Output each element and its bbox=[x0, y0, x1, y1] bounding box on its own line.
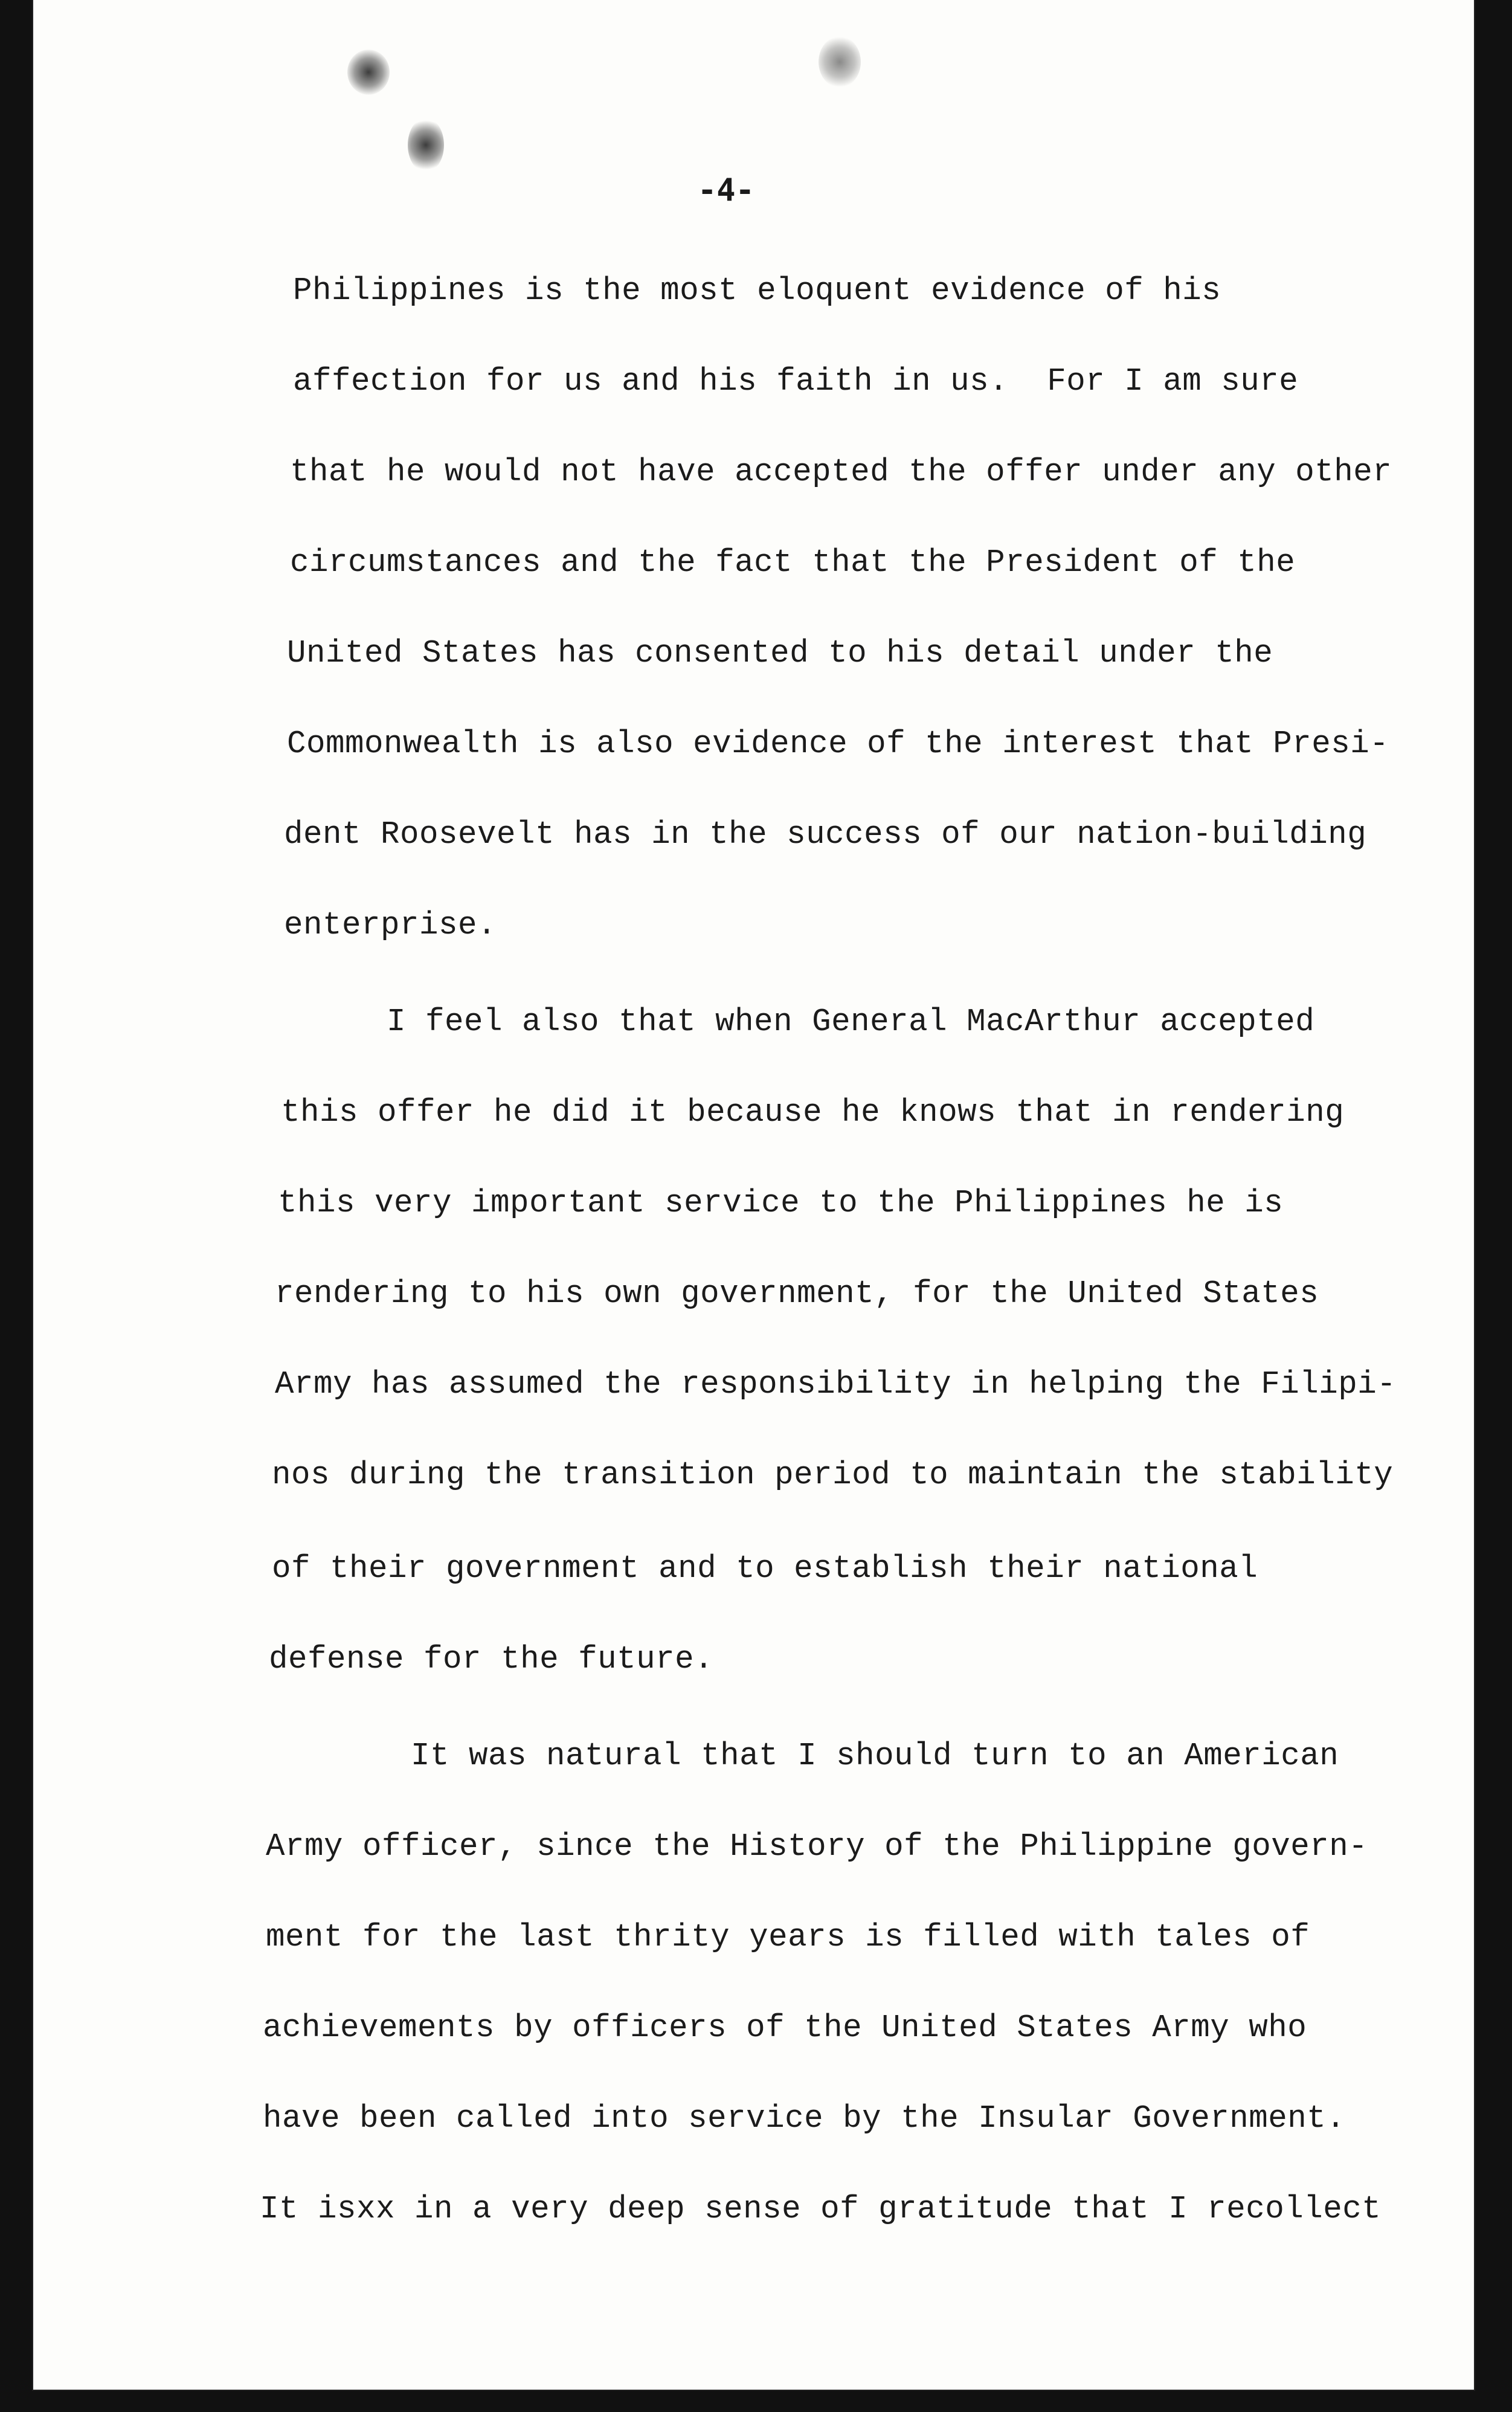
text-line: ment for the last thrity years is filled with tales of bbox=[266, 1919, 1310, 1955]
text-line: that he would not have accepted the offer under any other bbox=[290, 454, 1392, 490]
text-line: Commonwealth is also evidence of the interest that Presi- bbox=[287, 726, 1389, 762]
text-line: It isxx in a very deep sense of gratitude that I recollect bbox=[260, 2191, 1382, 2227]
text-line: affection for us and his faith in us. For I am sure bbox=[293, 363, 1299, 399]
text-line: It was natural that I should turn to an American bbox=[411, 1738, 1339, 1774]
text-line: this very important service to the Philippines he is bbox=[278, 1185, 1284, 1221]
ink-smudge bbox=[347, 50, 390, 95]
text-line: rendering to his own government, for the United States bbox=[275, 1275, 1319, 1312]
text-line: United States has consented to his detail under the bbox=[287, 635, 1273, 671]
document-page bbox=[33, 0, 1474, 2390]
ink-smudge bbox=[819, 36, 861, 88]
text-line: have been called into service by the Insular Government. bbox=[263, 2100, 1346, 2136]
text-line: circumstances and the fact that the President of the bbox=[290, 544, 1296, 581]
text-line: Army officer, since the History of the Philippine govern- bbox=[266, 1828, 1368, 1865]
text-line: nos during the transition period to maintain the stability bbox=[272, 1457, 1394, 1493]
text-line: Philippines is the most eloquent evidence of his bbox=[293, 272, 1221, 309]
text-line: achievements by officers of the United States Army who bbox=[263, 2010, 1307, 2046]
text-line: this offer he did it because he knows that in rendering bbox=[281, 1094, 1345, 1130]
page-number: -4- bbox=[698, 172, 754, 208]
text-line: enterprise. bbox=[284, 907, 497, 943]
text-line: of their government and to establish their national bbox=[272, 1550, 1258, 1587]
text-line: Army has assumed the responsibility in helping the Filipi- bbox=[275, 1366, 1397, 1402]
text-line: dent Roosevelt has in the success of our nation-building bbox=[284, 816, 1367, 853]
ink-smudge bbox=[408, 118, 444, 172]
text-line: defense for the future. bbox=[269, 1641, 714, 1677]
text-line: I feel also that when General MacArthur accepted bbox=[387, 1004, 1315, 1040]
